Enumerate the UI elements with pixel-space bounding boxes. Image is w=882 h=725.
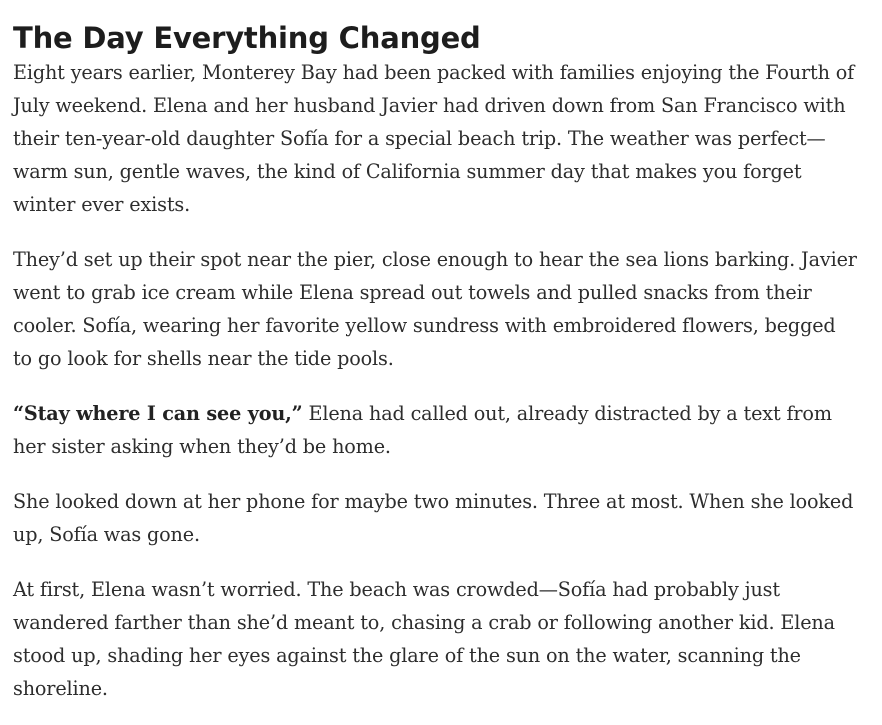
paragraph-4: She looked down at her phone for maybe two minutes. Three at most. When she looked up, Sofía was gone. xyxy=(13,490,854,546)
paragraph-3-text: Elena had called out, already distracted by a text from her sister asking when they’d be home. xyxy=(13,402,832,458)
article-heading: The Day Everything Changed xyxy=(13,21,481,55)
dialogue-quote: “Stay where I can see you,” xyxy=(13,402,303,425)
paragraph-1: Eight years earlier, Monterey Bay had been packed with families enjoying the Fourth of July weekend. Elena and her husband Javier had driven down from San Francisco with their ten-year-old daughter Sofía for a special beach trip. The weather was perfect—warm sun, gentle waves, the kind of California summer day that makes you forget winter ever exists. xyxy=(13,61,855,216)
paragraph-3 xyxy=(13,397,860,463)
paragraph-5: At first, Elena wasn’t worried. The beach was crowded—Sofía had probably just wandered farther than she’d meant to, chasing a crab or following another kid. Elena stood up, shading her eyes against the glare of the sun on the water, scanning the shoreline. xyxy=(13,578,835,700)
paragraph-2: They’d set up their spot near the pier, close enough to hear the sea lions barking. Javier went to grab ice cream while Elena spread out towels and pulled snacks from their cooler. Sofía, wearing her favorite yellow sundress with embroidered flowers, begged to go look for shells near the tide pools. xyxy=(13,248,857,370)
